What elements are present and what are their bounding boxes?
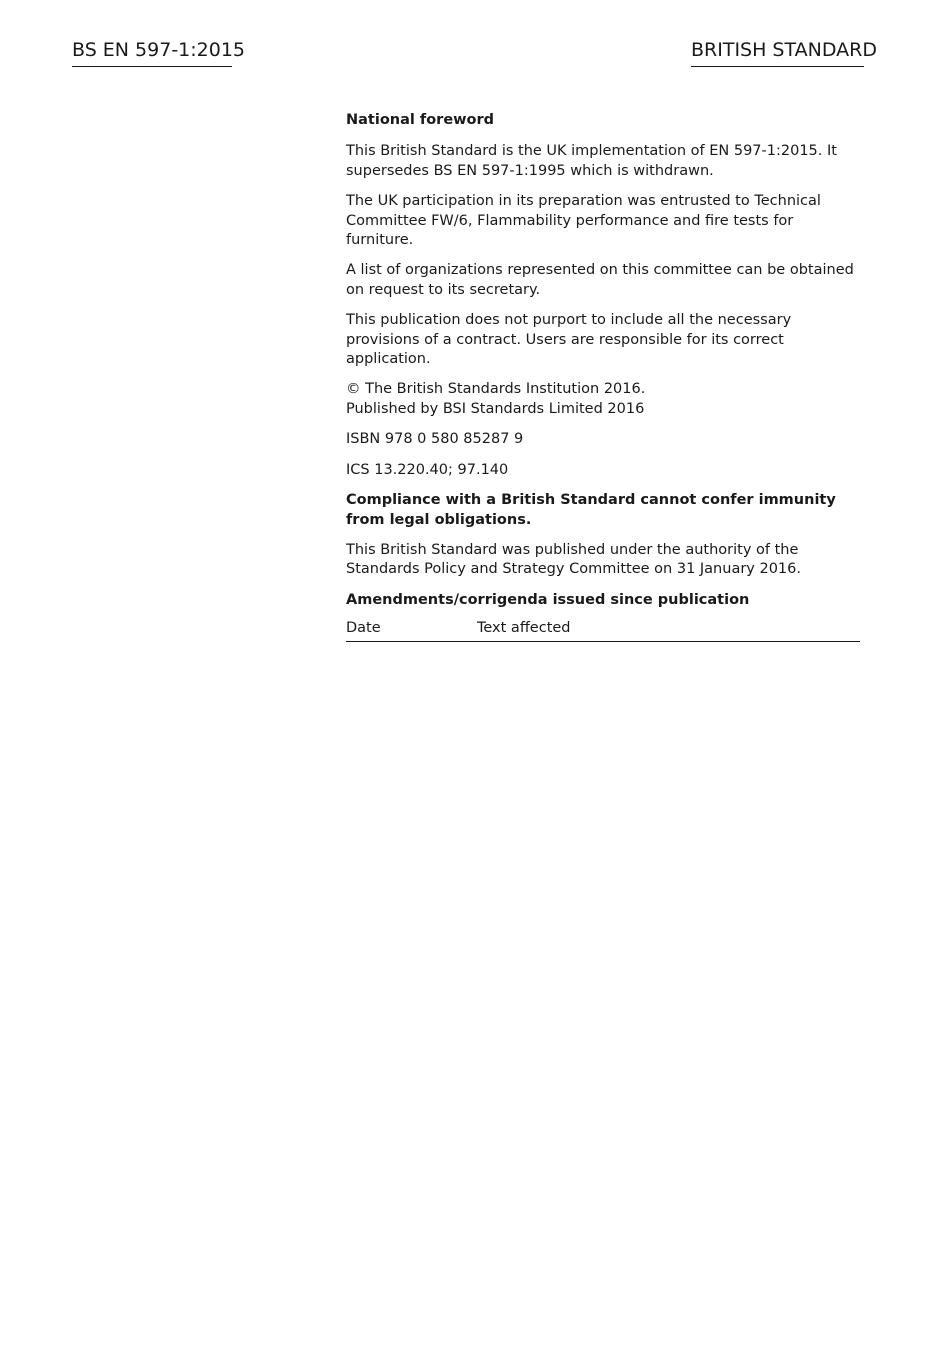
isbn-line: ISBN 978 0 580 85287 9 [346,431,524,448]
ics-line: ICS 13.220.40; 97.140 [346,461,509,478]
table-header-row [346,619,860,641]
organizations-paragraph: A list of organizations represented on this committee can be obtained on request to its secretary. [346,262,854,298]
compliance-notice: Compliance with a British Standard cannot confer immunity from legal obligations. [346,492,836,528]
authority-paragraph: This British Standard was published under the authority of the Standards Policy and Strategy Committee on 31 January 2016. [346,541,801,578]
copyright-line: © The British Standards Institution 2016. [346,381,646,398]
document-code-header: BS EN 597-1:2015 [72,38,232,67]
amendments-table [346,619,860,641]
text-affected-column-header: Text affected [477,619,860,641]
copyright-block [346,380,860,419]
national-foreword-section [346,111,860,642]
date-column-header: Date [346,619,477,641]
published-line: Published by BSI Standards Limited 2016 [346,400,645,417]
committee-paragraph: The UK participation in its preparation was entrusted to Technical Committee FW/6, Flammability performance and fire tests for furniture. [346,193,821,249]
contract-paragraph: This publication does not purport to include all the necessary provisions of a contract. Users are responsible for its correct application. [346,312,792,368]
foreword-title: National foreword [346,112,495,128]
amendments-title: Amendments/corrigenda issued since publication [346,591,750,608]
british-standard-header: BRITISH STANDARD [691,38,864,67]
implementation-paragraph: This British Standard is the UK implementation of EN 597-1:2015. It supersedes BS EN 597-1:1995 which is withdrawn. [346,143,837,179]
